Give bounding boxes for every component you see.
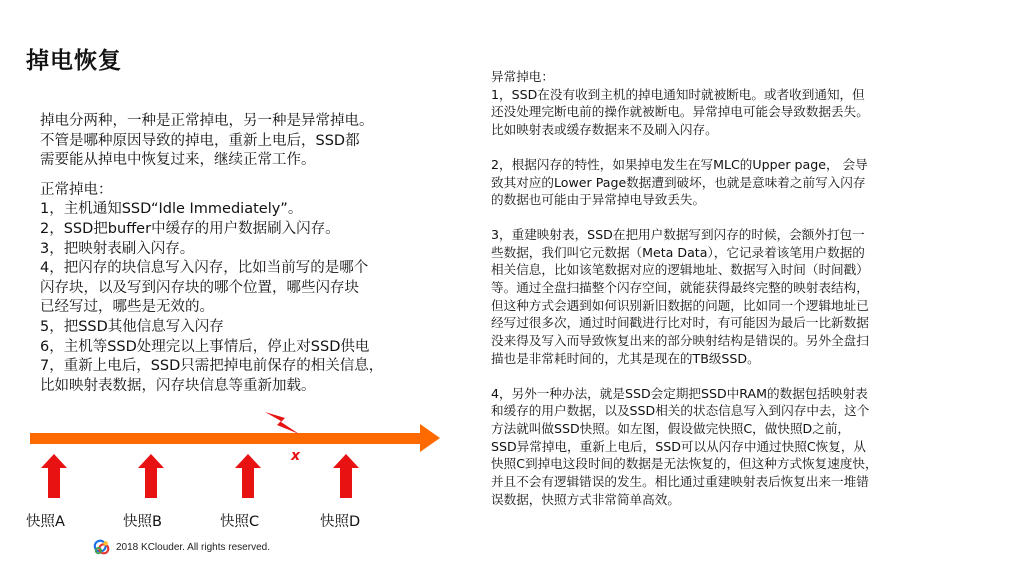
text-line: 误数据，快照方式非常简单高效。 <box>491 491 680 507</box>
text-line: 些数据，我们叫它元数据（Meta Data），它记录着该笔用户数据的 <box>491 244 865 260</box>
text-line: 掉电分两种，一种是正常掉电，另一种是异常掉电。 <box>40 113 374 129</box>
text-line: 没来得及写入而导致恢复出来的部分映射结构是错误的。另外全盘扫 <box>491 333 869 349</box>
text-line: 和缓存的用户数据，以及SSD相关的状态信息写入到闪存中去，这个 <box>491 403 870 419</box>
text-line: 的数据也可能由于异常掉电导致丢失。 <box>491 192 706 208</box>
text-line: 但这种方式会遇到如何识别新旧数据的问题，比如同一个逻辑地址已 <box>491 297 869 313</box>
power-loss-mark: x <box>291 448 301 464</box>
text-line: 不管是哪种原因导致的掉电，重新上电后，SSD都 <box>40 132 360 149</box>
text-line: 等。通过全盘扫描整个闪存空间，就能获得最终完整的映射表结构， <box>491 280 869 296</box>
text-line: 方法就叫做SSD快照。如左图，假设做完快照C，做快照D之前， <box>491 420 851 436</box>
snapshot-label: 快照B <box>123 514 162 530</box>
lightning-icon <box>265 410 299 436</box>
left-text-block <box>40 112 450 396</box>
list-item: 4，把闪存的块信息写入闪存，比如当前写的是哪个 <box>40 260 369 277</box>
text-line: 并且不会有逻辑错误的发生。相比通过重建映射表后恢复出来一堆错 <box>491 474 869 490</box>
text-line: 3，重建映射表，SSD在把用户数据写到闪存的时候，会额外打包一 <box>491 226 865 242</box>
list-item: 2，SSD把buffer中缓存的用户数据刷入闪存。 <box>40 220 340 237</box>
list-item: 3，把映射表刷入闪存。 <box>40 240 195 257</box>
text-line: 致其对应的Lower Page数据遭到破坏，也就是意味着之前写入闪存 <box>491 174 866 190</box>
snapshot-label: 快照C <box>220 514 260 530</box>
timeline-arrow-head <box>420 424 440 452</box>
text-line: 描也是非常耗时间的，尤其是现在的TB级SSD。 <box>491 350 760 366</box>
list-item: 闪存块，以及写到闪存块的哪个位置，哪些闪存块 <box>40 279 359 296</box>
list-item: 5，把SSD其他信息写入闪存 <box>40 318 224 335</box>
text-line: 4，另外一种办法，就是SSD会定期把SSD中RAM的数据包括映射表 <box>491 385 868 401</box>
text-line: SSD异常掉电，重新上电后，SSD可以从闪存中通过快照C恢复，从 <box>491 438 867 454</box>
list-heading: 正常掉电： <box>40 181 113 198</box>
timeline-arrow-shaft <box>30 433 422 444</box>
snapshot-d-arrow-icon <box>333 454 359 498</box>
snapshot-paragraph <box>491 385 961 509</box>
snapshot-c-arrow-icon <box>235 454 261 498</box>
kclouder-logo-icon <box>93 538 111 556</box>
list-item: 6，主机等SSD处理完以上事情后，停止对SSD供电 <box>40 338 370 355</box>
intro-paragraph <box>40 112 450 171</box>
list-item: 1，主机通知SSD“Idle Immediately”。 <box>40 201 303 218</box>
text-line: 2，根据闪存的特性，如果掉电发生在写MLC的Upper page， 会导 <box>491 156 868 172</box>
text-line: 相关信息，比如该笔数据对应的逻辑地址、数据写入时间（时间戳） <box>491 262 869 278</box>
text-line: 还没处理完断电前的操作就被断电。异常掉电可能会导致数据丢失。 <box>491 104 869 120</box>
snapshot-label: 快照D <box>320 514 361 530</box>
list-item: 比如映射表数据，闪存块信息等重新加载。 <box>40 377 316 394</box>
footer <box>93 538 270 556</box>
text-line: 经写过很多次，通过时间戳进行比对时，有可能因为最后一比新数据 <box>491 315 869 331</box>
right-text-block <box>491 68 961 525</box>
rebuild-map-paragraph <box>491 226 961 368</box>
copyright-text: 2018 KClouder. All rights reserved. <box>116 541 270 553</box>
list-item: 7，重新上电后，SSD只需把掉电前保存的相关信息， <box>40 358 384 375</box>
text-line: 需要能从掉电中恢复过来，继续正常工作。 <box>40 152 316 169</box>
text-line: 异常掉电： <box>491 69 554 84</box>
text-line: 快照C到掉电这段时间的数据是无法恢复的，但这种方式恢复速度快， <box>491 456 878 472</box>
text-line: 比如映射表或缓存数据来不及刷入闪存。 <box>491 122 718 138</box>
abnormal-power-off-paragraph <box>491 68 961 139</box>
snapshot-a-arrow-icon <box>41 454 67 498</box>
mlc-paragraph <box>491 156 961 209</box>
normal-power-off-list <box>40 181 450 397</box>
snapshot-label: 快照A <box>26 514 65 530</box>
list-item: 已经写过，哪些是无效的。 <box>40 299 214 316</box>
text-line: 1，SSD在没有收到主机的掉电通知时就被断电。或者收到通知，但 <box>491 86 865 102</box>
snapshot-b-arrow-icon <box>138 454 164 498</box>
page-title: 掉电恢复 <box>26 48 122 74</box>
